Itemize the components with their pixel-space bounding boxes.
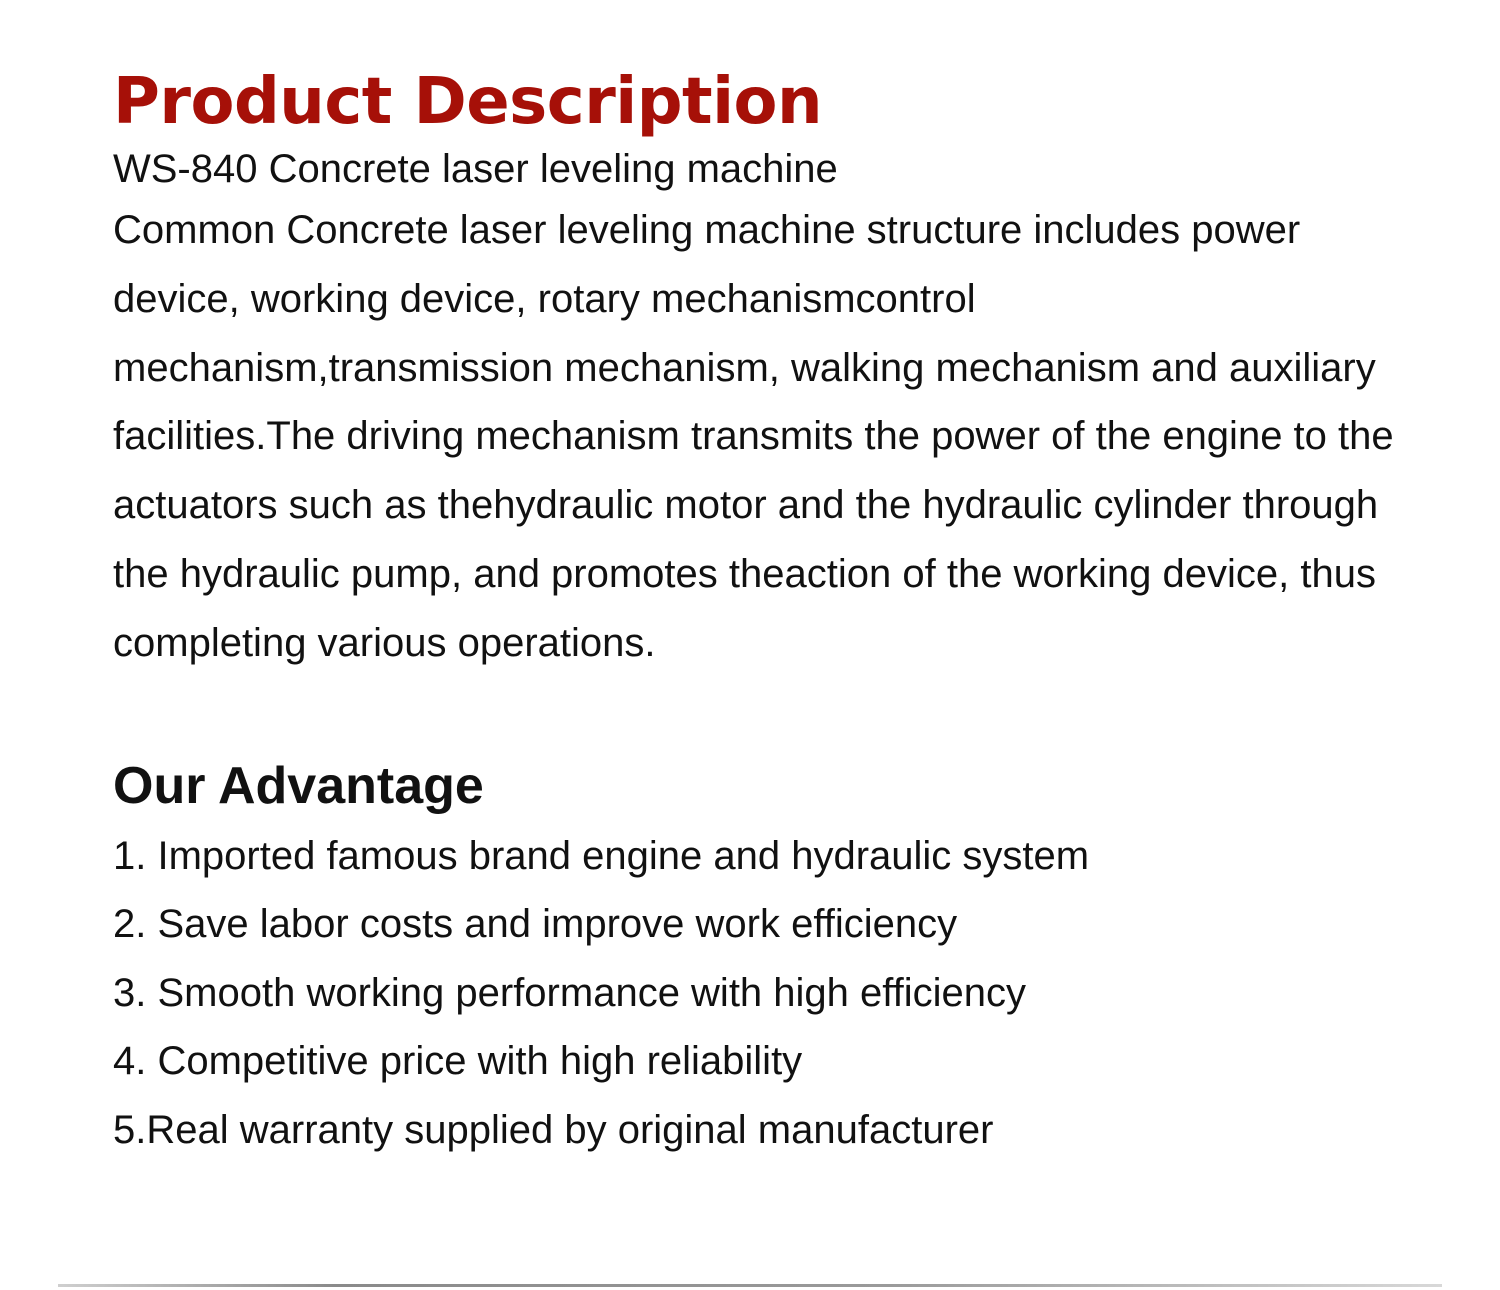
product-description-title: Product Description xyxy=(113,65,823,139)
product-model-line: WS-840 Concrete laser leveling machine xyxy=(113,147,838,191)
advantage-item: 1. Imported famous brand engine and hydraulic system xyxy=(113,833,1090,878)
advantage-list xyxy=(113,822,1403,1165)
advantage-item: 2. Save labor costs and improve work efficiency xyxy=(113,902,958,947)
advantage-item: 5.Real warranty supplied by original manufacturer xyxy=(113,1107,994,1152)
product-description-body: Common Concrete laser leveling machine structure includes power device, working device, rotary mechanismcontrol mechanism,transmission mechanism, walking mechanism and auxiliary facilities.The driving mechanism transmits the power of the engine to the actuators such as thehydraulic motor and the hydraulic cylinder through the hydraulic pump, and promotes theaction of the working device, thus completing various operations. xyxy=(113,208,1394,665)
description-content xyxy=(113,62,1403,1165)
our-advantage-title: Our Advantage xyxy=(113,756,484,815)
our-advantage-section xyxy=(113,750,1403,1165)
bottom-divider xyxy=(58,1284,1442,1287)
product-description-section xyxy=(113,62,1403,678)
advantage-item: 4. Competitive price with high reliability xyxy=(113,1039,803,1084)
advantage-item: 3. Smooth working performance with high efficiency xyxy=(113,970,1027,1015)
